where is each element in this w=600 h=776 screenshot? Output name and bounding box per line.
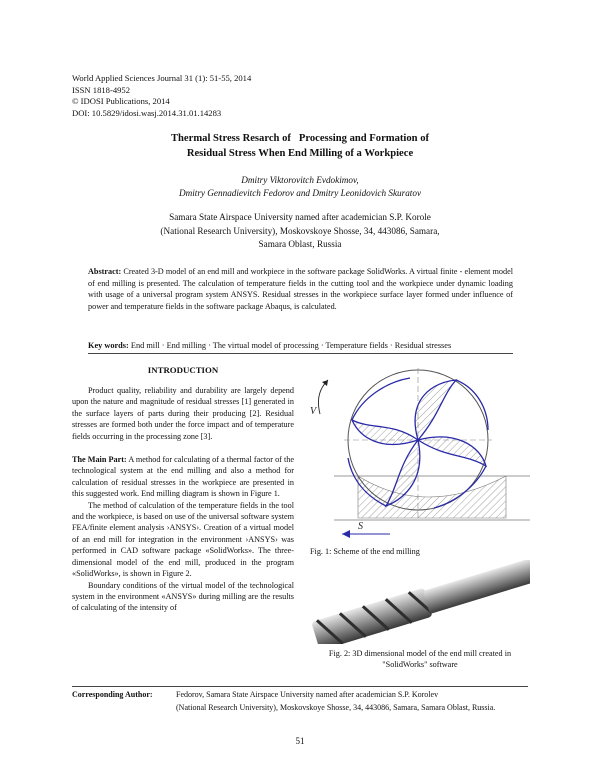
corresponding-author-line-1: Fedorov, Samara State Airspace University named after academician S.P. Korolev: [176, 690, 439, 699]
authors-line-1: Dmitry Viktorovitch Evdokimov,: [241, 175, 359, 185]
affiliation-line-3: Samara Oblast, Russia: [258, 239, 342, 249]
intro-paragraph-3: The method of calculation of the temperature fields in the tool and the workpiece, is based on use of the universal software system FEA/finite element analysis ›ANSYS›. Creation of a virtual model of an end mill for integration in the environment ›ANSYS› was performed in CAD software package «SolidWorks». The three-dimensional model of the end mill, produced in the program «SolidWorks», is shown in Figure 2.: [72, 500, 294, 579]
figure-1-caption: Fig. 1: Scheme of the end milling: [310, 547, 420, 556]
workpiece-hatch: [358, 476, 506, 518]
feed-arrowhead: [342, 530, 350, 538]
keywords-label: Key words:: [88, 341, 129, 350]
intro-paragraph-4: Boundary conditions of the virtual model of the technological system in the environment «ANSYS» during milling are the results of calculating of the intensity of: [72, 580, 294, 613]
corresponding-author: [72, 689, 495, 714]
left-column: [72, 385, 294, 614]
authors-line-2: Dmitry Gennadievitch Fedorov and Dmitry Leonidovich Skuratov: [178, 188, 422, 198]
title-line-2: Residual Stress When End Milling of a Workpiece: [186, 148, 414, 159]
abstract: [88, 266, 513, 312]
journal-citation: World Applied Sciences Journal 31 (1): 51-55, 2014: [72, 73, 252, 83]
doi: DOI: 10.5829/idosi.wasj.2014.31.01.14283: [72, 107, 222, 118]
keywords-divider: [88, 353, 513, 354]
velocity-label: V: [310, 406, 317, 417]
footer-divider: [72, 686, 528, 687]
rotation-arrowhead: [322, 380, 328, 386]
main-part-paragraph: [72, 454, 294, 500]
section-heading-introduction: INTRODUCTION: [147, 365, 219, 375]
main-part-text: A method for calculating of a thermal factor of the technological system at the end milling and also a method for calculation of residual stresses in the workpiece are presented in this suggested work. End milling diagram is shown in Figure 1.: [72, 455, 294, 499]
affiliation-line-1: Samara State Airspace University named after academician S.P. Korole: [169, 212, 431, 222]
main-part-label: The Main Part:: [72, 455, 127, 465]
mill-shank: [423, 560, 530, 614]
figure-2-caption: Fig. 2: 3D dimensional model of the end mill created in "SolidWorks" software: [328, 649, 512, 669]
title-line-1: Thermal Stress Resarch of Processing and Formation of: [170, 133, 430, 144]
affiliation: [0, 211, 600, 252]
authors: [0, 174, 600, 200]
feed-label: S: [358, 521, 363, 532]
abstract-label: Abstract:: [88, 267, 122, 276]
abstract-text: Created 3-D model of an end mill and workpiece in the software package SolidWorks. A virtual finite - element model of end milling is presented. The calculation of temperature fields in the cutting tool and the workpiece under dynamic loading with usage of a universal program system ANSYS. Residual stresses in the workpiece surface layer formed under influence of power and temperature fields in the software package Abaqus, is calculated.: [88, 267, 513, 311]
end-milling-scheme-figure: [306, 368, 530, 546]
corresponding-author-line-2: (National Research University), Moskovskoye Shosse, 34, 443086, Samara, Samara Oblast, Russia.: [176, 702, 496, 712]
page-number: 51: [295, 736, 305, 746]
paper-title: [0, 131, 600, 161]
journal-header: [72, 73, 251, 119]
intro-paragraph-1: Product quality, reliability and durability are largely depend upon the nature and magnitude of residual stresses [1] generated in the surface layers of parts during their producing [2]. Residual stresses are formed both under the force impact and of temperature fields occurring in the processing zone [3].: [72, 386, 294, 441]
affiliation-line-2: (National Research University), Moskovskoye Shosse, 34, 443086, Samara,: [160, 225, 440, 236]
keywords-text: End mill · End milling · The virtual model of processing · Temperature fields · Residual stresses: [130, 341, 452, 350]
copyright: © IDOSI Publications, 2014: [72, 96, 170, 106]
keywords: [88, 340, 528, 351]
issn: ISSN 1818-4952: [72, 84, 131, 95]
corresponding-author-label: Corresponding Author:: [72, 690, 153, 699]
end-mill-3d-model-figure: [306, 560, 530, 644]
